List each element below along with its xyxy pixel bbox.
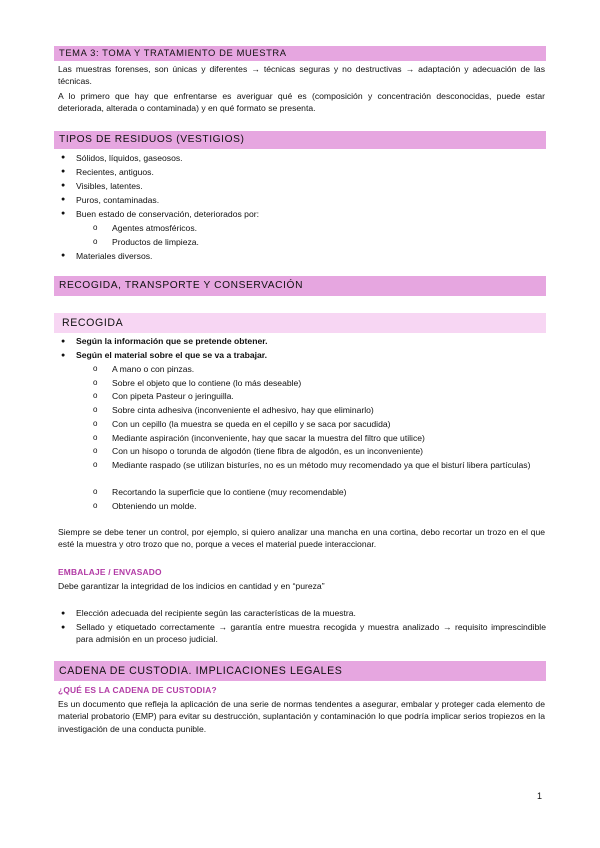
list-item: Según el material sobre el que se va a trabajar.: [76, 350, 268, 360]
sub-list-item: A mano o con pinzas.: [112, 364, 195, 374]
embalaje-paragraph: Debe garantizar la integridad de los indicios en cantidad y en “pureza”: [58, 581, 325, 591]
bullet-icon: ●: [61, 338, 66, 345]
sub-list-item: Mediante aspiración (inconveniente, hay que sacar la muestra del filtro que utilice): [112, 433, 425, 443]
section-title: RECOGIDA, TRANSPORTE Y CONSERVACIÓN: [59, 280, 304, 291]
cadena-paragraph: Es un documento que refleja la aplicación de una serie de normas tendentes a asegurar, embalar y proteger cada elemento de material probatorio (EMP) para evitar su destrucción, suplantación y contaminación lo que podría implicar serios tropiezos en la investigación de una conducta punible.: [58, 699, 545, 734]
circle-bullet-icon: o: [93, 237, 98, 246]
bullet-icon: ●: [61, 210, 66, 217]
list-item: Visibles, latentes.: [76, 181, 143, 191]
intro-paragraph-2: A lo primero que hay que enfrentarse es averiguar qué es (composición y concentración desconocidas, puede estar deteriorada, alterada o contaminada) y en qué formato se presenta.: [58, 91, 545, 114]
subsection-title: RECOGIDA: [62, 317, 124, 329]
bullet-icon: ●: [61, 252, 66, 259]
subsection-question: ¿QUÉ ES LA CADENA DE CUSTODIA?: [58, 685, 217, 695]
bullet-icon: ●: [61, 610, 66, 617]
sub-list-item: Agentes atmosféricos.: [112, 223, 198, 233]
page-number: 1: [537, 791, 543, 801]
sub-list-item: Mediante raspado (se utilizan bisturíes, no es un método muy recomendado ya que el bisturí libera partículas): [112, 460, 531, 470]
list-item: Recientes, antiguos.: [76, 167, 154, 177]
list-item: Sellado y etiquetado correctamente → garantía entre muestra recogida y muestra analizado → requisito imprescindible para admisión en un proceso judicial.: [76, 622, 546, 645]
section-title: CADENA DE CUSTODIA. IMPLICACIONES LEGALES: [59, 665, 343, 677]
circle-bullet-icon: o: [93, 487, 98, 496]
subsection-title-embalaje: EMBALAJE / ENVASADO: [58, 567, 162, 577]
sub-list-item: Sobre el objeto que lo contiene (lo más deseable): [112, 378, 302, 388]
circle-bullet-icon: o: [93, 446, 98, 455]
bullet-icon: ●: [61, 182, 66, 189]
intro-paragraph-1: Las muestras forenses, son únicas y diferentes → técnicas seguras y no destructivas → adaptación y adecuación de las técnicas.: [58, 64, 545, 87]
bullet-icon: ●: [61, 168, 66, 175]
control-note-paragraph: Siempre se debe tener un control, por ejemplo, si quiero analizar una mancha en una cortina, debo recortar un trozo en el que esté la muestra y otro trozo que no, porque a veces el material puede interaccionar.: [58, 527, 545, 550]
circle-bullet-icon: o: [93, 378, 98, 387]
bullet-icon: ●: [61, 154, 66, 161]
sub-list-item: Con un cepillo (la muestra se queda en el cepillo y se saca por sacudida): [112, 419, 391, 429]
list-item: Sólidos, líquidos, gaseosos.: [76, 153, 183, 163]
bullet-icon: ●: [61, 196, 66, 203]
section-title: TIPOS DE RESIDUOS (VESTIGIOS): [59, 134, 245, 145]
section-heading-recogida-transporte: [54, 276, 546, 296]
sub-list-item: Obteniendo un molde.: [112, 501, 197, 511]
circle-bullet-icon: o: [93, 419, 98, 428]
circle-bullet-icon: o: [93, 364, 98, 373]
sub-list-item: Con pipeta Pasteur o jeringuilla.: [112, 391, 234, 401]
sub-list-item: Con un hisopo o torunda de algodón (tiene fibra de algodón, es un inconveniente): [112, 446, 424, 456]
circle-bullet-icon: o: [93, 460, 98, 469]
circle-bullet-icon: o: [93, 501, 98, 510]
subsection-heading-recogida: [54, 313, 546, 333]
sub-list-item: Productos de limpieza.: [112, 237, 199, 247]
list-item: Elección adecuada del recipiente según las características de la muestra.: [76, 608, 356, 618]
list-item: Materiales diversos.: [76, 251, 153, 261]
section-heading-residuos: [54, 131, 546, 149]
list-item: Puros, contaminadas.: [76, 195, 160, 205]
circle-bullet-icon: o: [93, 405, 98, 414]
page-title: TEMA 3: TOMA Y TRATAMIENTO DE MUESTRA: [59, 47, 287, 58]
circle-bullet-icon: o: [93, 391, 98, 400]
header-band: [54, 46, 546, 61]
circle-bullet-icon: o: [93, 223, 98, 232]
section-heading-cadena: [54, 661, 546, 681]
bullet-icon: ●: [61, 352, 66, 359]
sub-list-item: Recortando la superficie que lo contiene (muy recomendable): [112, 487, 347, 497]
list-item: Buen estado de conservación, deteriorados por:: [76, 209, 259, 219]
sub-list-item: Sobre cinta adhesiva (inconveniente el adhesivo, hay que eliminarlo): [112, 405, 374, 415]
list-item: Según la información que se pretende obtener.: [76, 336, 268, 346]
bullet-icon: ●: [61, 624, 66, 631]
circle-bullet-icon: o: [93, 433, 98, 442]
